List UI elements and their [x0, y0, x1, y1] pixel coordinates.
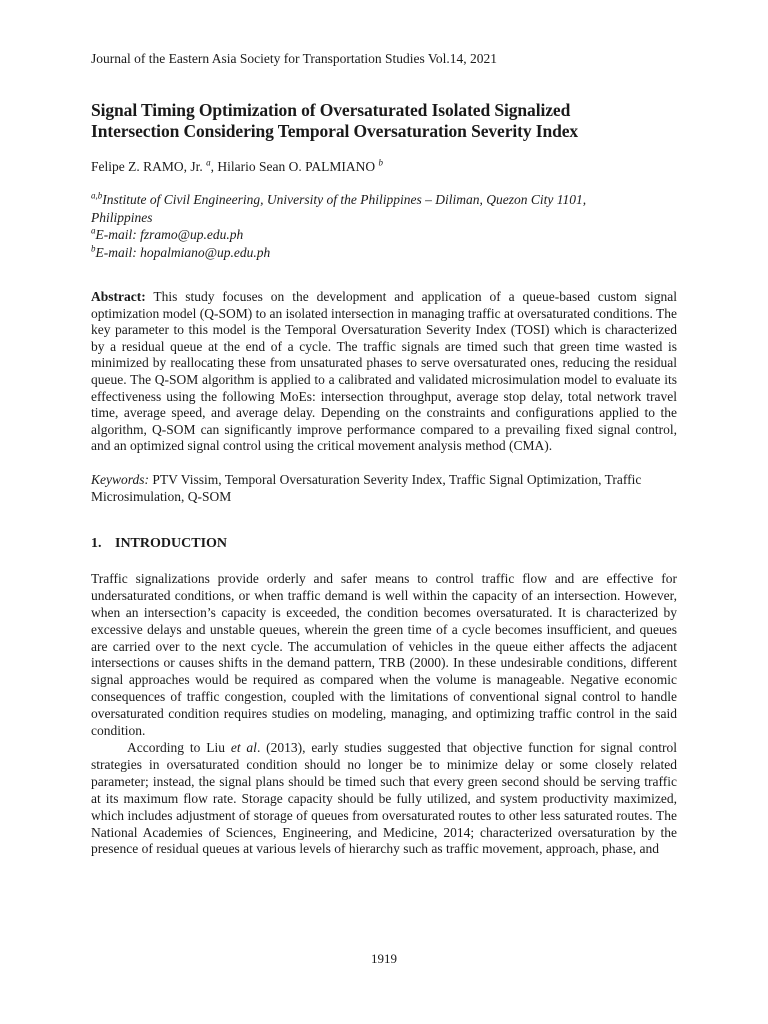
abstract-paragraph	[91, 289, 677, 455]
author-ramo: Felipe Z. RAMO, Jr.	[91, 159, 203, 174]
email-palmiano: E-mail: hopalmiano@up.edu.ph	[95, 244, 271, 260]
citation-etal: et al	[230, 740, 257, 755]
email-line-1	[91, 226, 677, 244]
keywords-text: PTV Vissim, Temporal Oversaturation Severity Index, Traffic Signal Optimization, Traffic Microsimulation, Q-SOM	[91, 471, 642, 504]
email-line-2	[91, 244, 677, 262]
paper-page	[91, 50, 677, 858]
author-separator: , Hilario Sean O. PALMIANO	[210, 159, 376, 174]
author-list	[91, 158, 677, 176]
email1-mark: a	[91, 225, 96, 236]
abstract-label: Abstract:	[91, 289, 146, 304]
paper-title	[91, 100, 677, 142]
title-line-2: Intersection Considering Temporal Oversaturation Severity Index	[91, 121, 579, 141]
intro-paragraph-2	[91, 740, 677, 858]
affiliation-mark: a,b	[91, 190, 103, 201]
email2-mark: b	[91, 243, 96, 253]
author-ramo-affil-mark: a	[206, 157, 211, 168]
intro-paragraph-2-rest: . (2013), early studies suggested that objective function for signal control strategies in oversaturated condition should no longer be to minimize delay or some closely related parameter; instead, the signal plans should be timed such that every green second should be serving traffic at its maximum flow rate. Storage capacity should be fully utilized, and system productivity maximized, which includes adjustment of storage of queues from oversaturated routes to other less saturated routes. The National Academies of Sciences, Engineering, and Medicine, 2014; characterized oversaturation by the presence of residual queues at various levels of hierarchy such as traffic movement, approach, phase, and	[91, 740, 677, 857]
intro-paragraph-1: Traffic signalizations provide orderly and safer means to control traffic flow and are effective for undersaturated conditions, or when traffic demand is well within the capacity of an intersection. However, when an intersection’s capacity is exceeded, the condition becomes oversaturated. It is characterized by excessive delays and unstable queues, wherein the green time of a cycle becomes insufficient, and queues are carried over to the next cycle. The accumulation of vehicles in the queue either affects the adjacent intersections or causes shifts in the demand pattern, TRB (2000). In these undesirable conditions, different signal approaches would be required as compared when the volume is manageable. Negative economic consequences of traffic congestion, coupled with the limitations of conventional signal control to handle oversaturated condition requires studies on modeling, managing, and optimizing traffic control in the said condition.	[91, 570, 677, 739]
abstract-text: This study focuses on the development and application of a queue-based custom signal optimization model (Q-SOM) to an isolated intersection in managing traffic at oversaturated conditions. The key parameter to this model is the Temporal Oversaturation Severity Index (TOSI) which is characterized by a residual queue at the end of a cycle. The traffic signals are timed such that green time wasted is minimized by reallocating these from unsaturated phases to serve oversaturated ones, reducing the residual queue. The Q-SOM algorithm is applied to a calibrated and validated microsimulation model to evaluate its effectiveness using the following MoEs: intersection throughput, average stop delay, total network travel time, average speed, and average delay. Depending on the constraints and configurations applied to the algorithm, Q-SOM can significantly improve performance compared to a prevailing fixed signal control, and an optimized signal control using the critical movement analysis method (CMA).	[91, 289, 677, 454]
section-number: 1.	[91, 535, 102, 551]
section-title: INTRODUCTION	[115, 535, 228, 551]
affiliation-line-1	[91, 191, 677, 209]
title-line-1: Signal Timing Optimization of Oversaturated Isolated Signalized	[91, 100, 571, 120]
affiliation-text-1: Institute of Civil Engineering, University of the Philippines – Diliman, Quezon City 1101,	[102, 192, 587, 207]
journal-header: Journal of the Eastern Asia Society for Transportation Studies Vol.14, 2021	[91, 51, 497, 66]
affiliation-block	[91, 191, 677, 261]
intro-paragraph-2-start: According to Liu	[127, 740, 231, 755]
keywords-paragraph	[91, 471, 677, 505]
email-ramo: E-mail: fzramo@up.edu.ph	[95, 227, 244, 242]
keywords-label: Keywords:	[91, 471, 149, 487]
page-number: 1919	[371, 951, 397, 966]
affiliation-line-2: Philippines	[91, 209, 153, 225]
author-palmiano-affil-mark: b	[378, 157, 384, 168]
section-heading-introduction	[91, 535, 677, 553]
